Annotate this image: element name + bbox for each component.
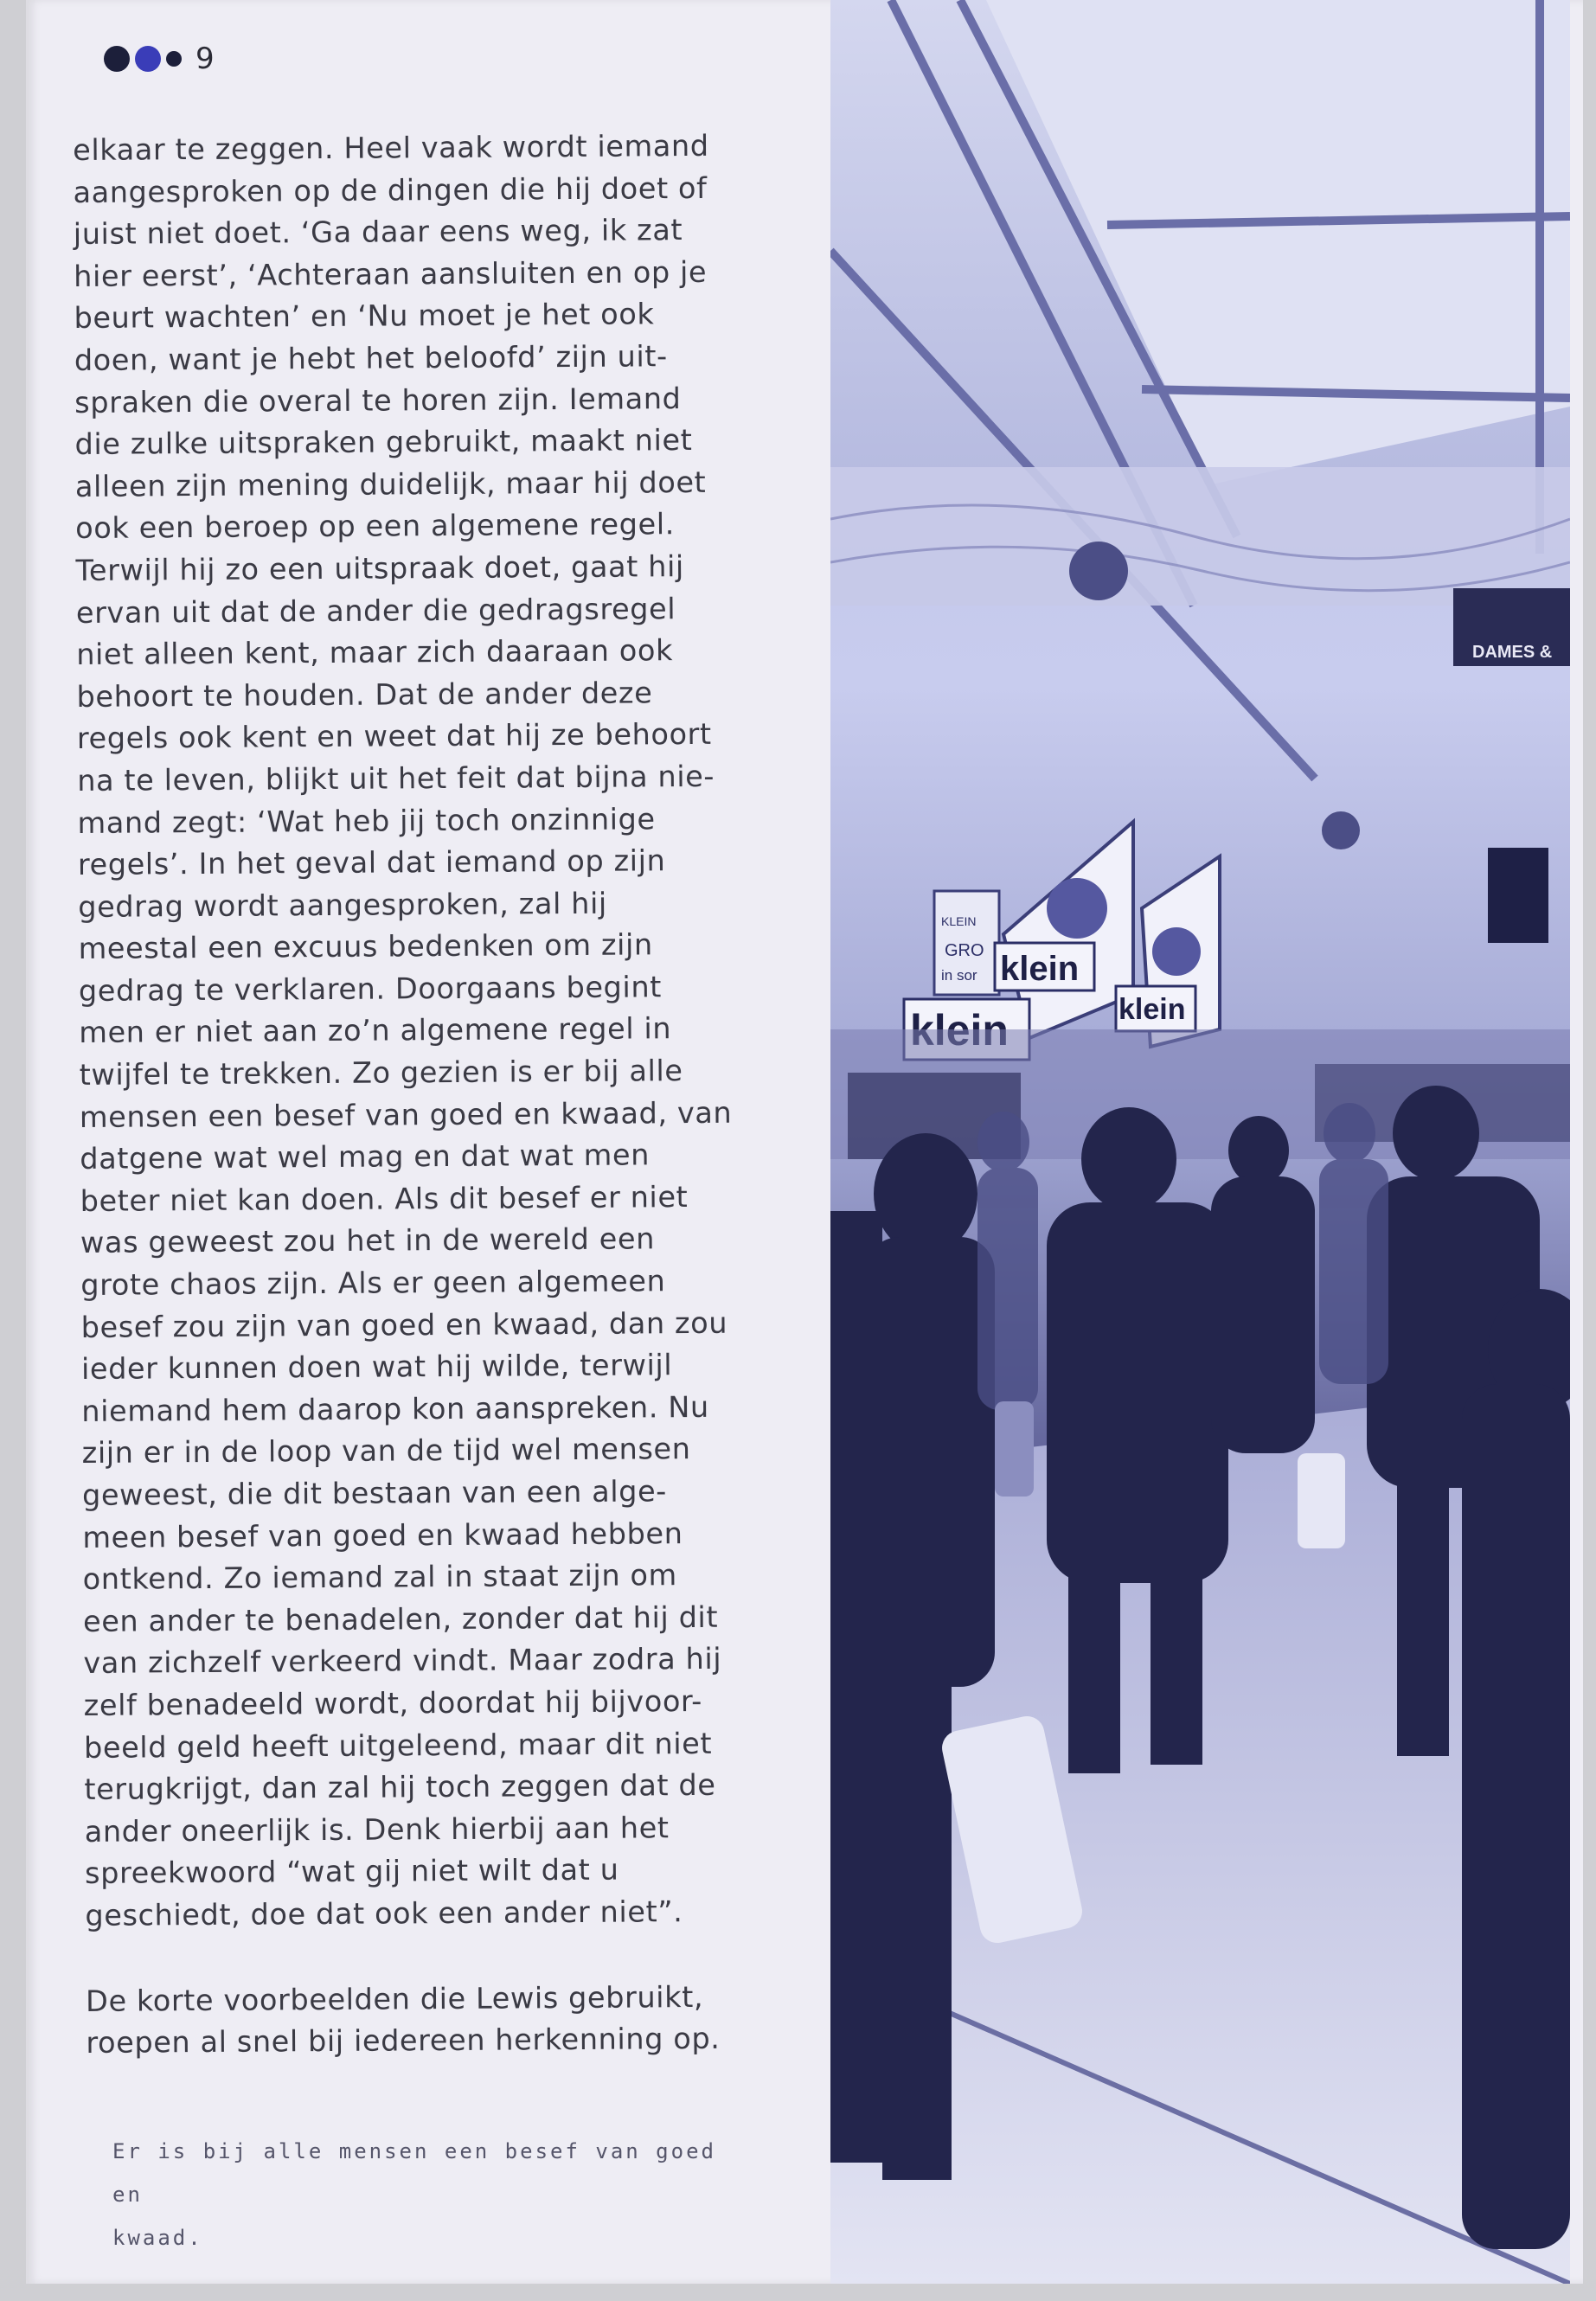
text-line: ontkend. Zo iemand zal in staat zijn om <box>82 1558 677 1597</box>
text-line: terugkrijgt, dan zal hij toch zeggen dat de <box>84 1768 716 1807</box>
text-line: was geweest zou het in de wereld een <box>80 1221 656 1260</box>
page-number: 9 <box>195 42 215 76</box>
text-line: zijn er in de loop van de tijd wel mensen <box>81 1432 691 1471</box>
paragraph-break <box>86 1932 847 1980</box>
text-line: die zulke uitspraken gebruikt, maakt niet <box>74 423 693 462</box>
text-line: hier eerst’, ‘Achteraan aansluiten en op je <box>74 254 708 293</box>
text-line: beurt wachten’ en ‘Nu moet je het ook <box>74 297 655 336</box>
store-sign-text: DAMES & <box>1472 643 1553 662</box>
text-line: gedrag wordt aangesproken, zal hij <box>78 886 607 924</box>
text-line: mensen een besef van goed en kwaad, van <box>79 1095 733 1134</box>
text-line: meen besef van goed en kwaad hebben <box>82 1516 683 1554</box>
store-sign-text: in sor <box>941 967 977 984</box>
text-line: na te leven, blijkt uit het feit dat bijna nie- <box>77 759 715 798</box>
body-text <box>73 125 848 2065</box>
text-line: doen, want je hebt het beloofd’ zijn uit- <box>74 339 668 377</box>
store-sign-text: klein <box>1000 950 1080 988</box>
dot-icon <box>104 46 130 72</box>
text-line: twijfel te trekken. Zo gezien is er bij alle <box>79 1054 683 1093</box>
text-line: ervan uit dat de ander die gedragsregel <box>75 591 676 630</box>
text-line: men er niet aan zo’n algemene regel in <box>79 1011 672 1050</box>
text-line: De korte voorbeelden die Lewis gebruikt, <box>85 1979 704 2018</box>
text-line: regels ook kent en weet dat hij ze behoort <box>76 717 712 756</box>
store-sign-text: GRO <box>945 941 984 960</box>
text-line: juist niet doet. ‘Ga daar eens weg, ik zat <box>73 213 683 252</box>
dot-icon <box>166 51 182 67</box>
text-line: aangesproken op de dingen die hij doet of <box>73 170 708 209</box>
text-line: alleen zijn mening duidelijk, maar hij doet <box>74 465 707 503</box>
text-line: van zichzelf verkeerd vindt. Maar zodra hij <box>83 1642 722 1681</box>
pull-quote-caption <box>112 2130 753 2259</box>
text-line: beeld geld heeft uitgeleend, maar dit niet <box>83 1726 713 1765</box>
text-line: beter niet kan doen. Als dit besef er niet <box>80 1179 689 1218</box>
text-line: grote chaos zijn. Als er geen algemeen <box>80 1264 666 1302</box>
text-line: Terwijl hij zo een uitspraak doet, gaat hij <box>75 549 684 587</box>
mall-illustration <box>830 0 1570 2284</box>
text-line: regels’. In het geval dat iemand op zijn <box>77 843 666 882</box>
text-line: een ander te benadelen, zonder dat hij dit <box>82 1599 719 1638</box>
text-line: meestal een excuus bedenken om zijn <box>78 927 653 966</box>
text-line: niemand hem daarop kon aanspreken. Nu <box>81 1389 709 1428</box>
text-line: zelf benadeeld wordt, doordat hij bijvoor- <box>83 1683 703 1722</box>
text-line: niet alleen kent, maar zich daaraan ook <box>76 633 674 672</box>
text-line: spreekwoord “wat gij niet wilt dat u <box>84 1852 619 1891</box>
page-header <box>104 42 215 76</box>
text-line: gedrag te verklaren. Doorgaans begint <box>78 970 663 1008</box>
store-sign-text: klein <box>1118 993 1186 1026</box>
text-line: besef zou zijn van goed en kwaad, dan zou <box>80 1305 728 1344</box>
text-line: elkaar te zeggen. Heel vaak wordt iemand <box>73 128 709 167</box>
text-line: ander oneerlijk is. Denk hierbij aan het <box>84 1810 670 1849</box>
store-sign-text: KLEIN <box>941 914 977 928</box>
text-line: datgene wat wel mag en dat wat men <box>80 1138 651 1176</box>
text-line: mand zegt: ‘Wat heb jij toch onzinnige <box>77 801 656 840</box>
dot-icon <box>135 46 161 72</box>
text-line: ook een beroep op een algemene regel. <box>75 507 676 546</box>
shopping-mall-photo <box>830 0 1570 2284</box>
text-line: geweest, die dit bestaan van een alge- <box>81 1474 668 1512</box>
text-line: spraken die overal te horen zijn. Iemand <box>74 381 682 420</box>
text-line: roepen al snel bij iedereen herkenning op. <box>86 2021 721 2061</box>
text-line: ieder kunnen doen wat hij wilde, terwijl <box>80 1348 673 1387</box>
text-line: behoort te houden. Dat de ander deze <box>76 676 653 714</box>
caption-line: kwaad. <box>112 2226 203 2250</box>
caption-line: Er is bij alle mensen een besef van goed en <box>112 2139 716 2207</box>
text-line: geschiedt, doe dat ook een ander niet”. <box>85 1894 683 1932</box>
